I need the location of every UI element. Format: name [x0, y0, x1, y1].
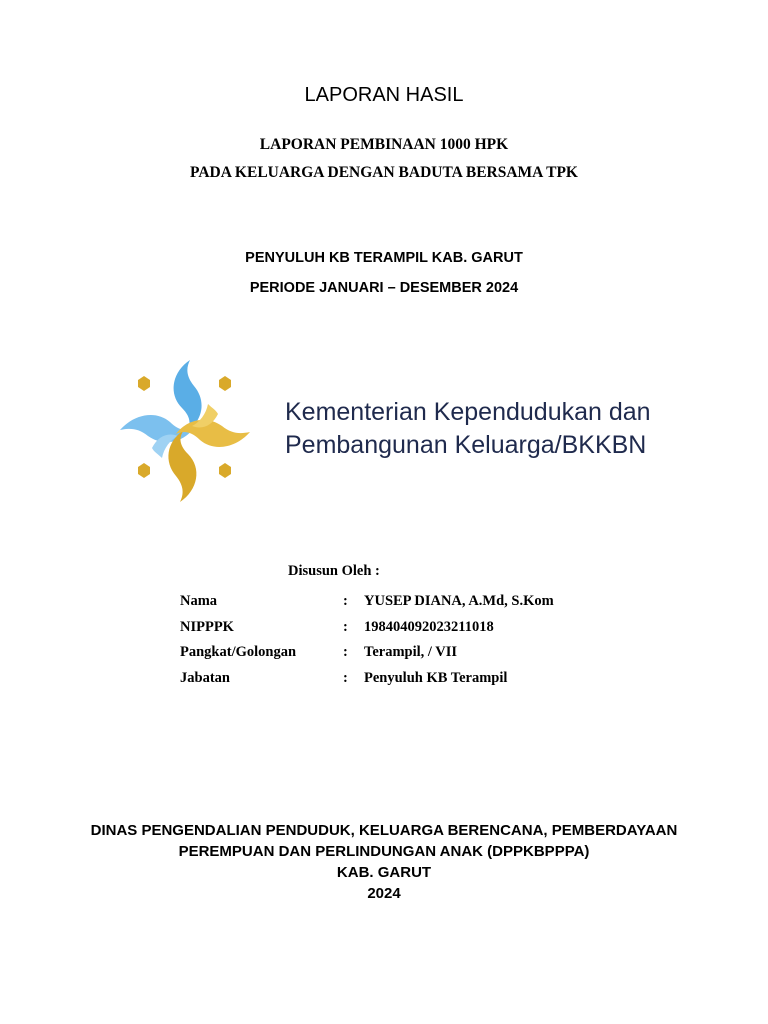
info-separator: :	[343, 593, 348, 609]
agency-location: KAB. GARUT	[336, 864, 432, 881]
ministry-name-line1: Kementerian Kependudukan dan	[285, 398, 651, 426]
info-separator: :	[343, 618, 348, 635]
period-line: PERIODE JANUARI – DESEMBER 2024	[249, 280, 519, 296]
info-label: Nama	[180, 593, 218, 609]
info-value: YUSEP DIANA, A.Md, S.Kom	[364, 593, 554, 609]
info-label: Jabatan	[180, 669, 230, 686]
page-title: LAPORAN HASIL	[304, 84, 464, 106]
agency-name-line2: PEREMPUAN DAN PERLINDUNGAN ANAK (DPPKBPPPA)	[178, 843, 590, 860]
bkkbn-logo-icon	[112, 356, 258, 506]
logo-dot	[219, 376, 231, 391]
info-label: NIPPPK	[180, 618, 234, 635]
prepared-by-heading: Disusun Oleh :	[288, 563, 380, 579]
report-subtitle-line1: LAPORAN PEMBINAAN 1000 HPK	[259, 136, 509, 153]
ministry-name-line2: Pembangunan Keluarga/BKKBN	[285, 431, 647, 459]
logo-dot	[219, 463, 231, 478]
report-subtitle-line2: PADA KELUARGA DENGAN BADUTA BERSAMA TPK	[190, 164, 578, 181]
info-label: Pangkat/Golongan	[180, 644, 297, 660]
logo-dot	[138, 463, 150, 478]
info-separator: :	[343, 669, 348, 686]
report-year: 2024	[367, 885, 401, 902]
agency-name-line1: DINAS PENGENDALIAN PENDUDUK, KELUARGA BERENCANA, PEMBERDAYAAN	[90, 822, 678, 839]
info-separator: :	[343, 644, 348, 660]
info-value: Terampil, / VII	[364, 644, 458, 660]
info-value: 198404092023211018	[364, 618, 494, 635]
logo-dot	[138, 376, 150, 391]
position-line: PENYULUH KB TERAMPIL KAB. GARUT	[245, 250, 523, 266]
info-value: Penyuluh KB Terampil	[364, 669, 508, 686]
ministry-name	[285, 396, 651, 462]
